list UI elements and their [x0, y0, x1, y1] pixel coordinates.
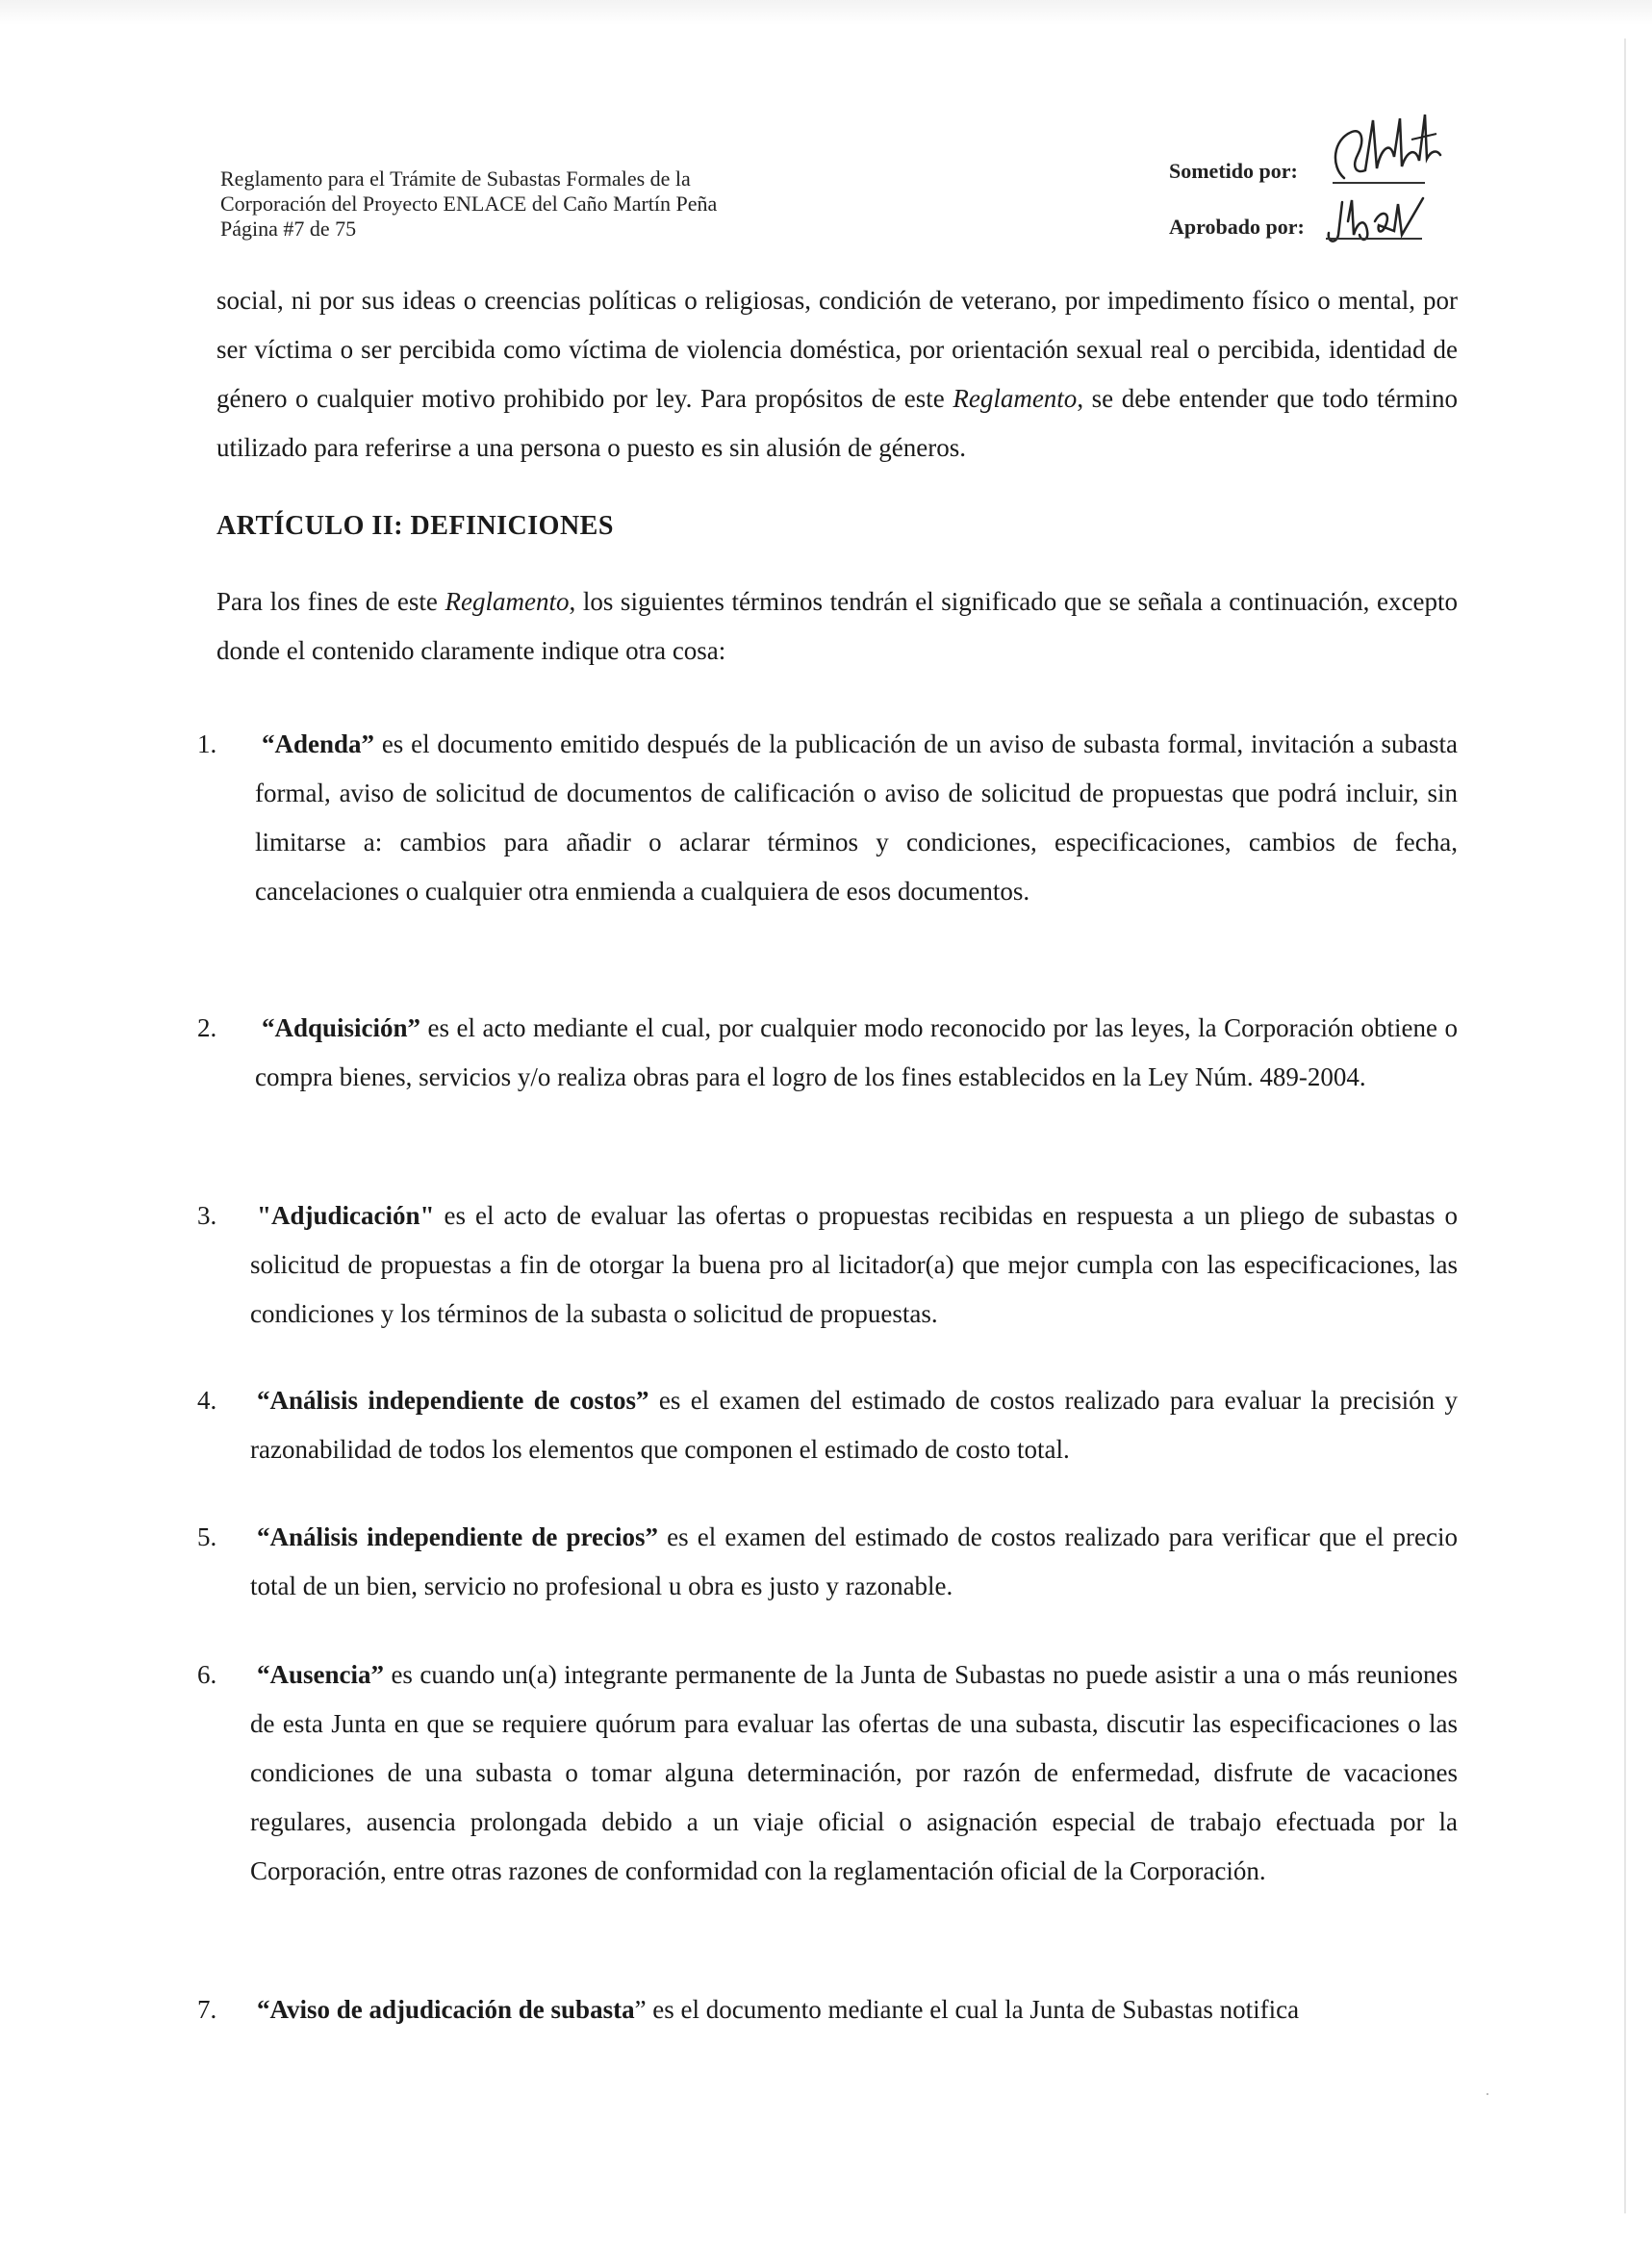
definition-number: 4.	[197, 1386, 217, 1415]
definition-text: es el documento emitido después de la publicación de un aviso de subasta formal, invitación a subasta formal, aviso de solicitud de documentos de calificación o aviso de solicitud de propuestas que podrá incluir, sin limitarse a: cambios para añadir o aclarar términos y condiciones, especificaciones, cambios de fecha, cancelaciones o cualquier otra enmienda a cualquiera de esos documentos.	[255, 729, 1458, 906]
definition-body	[255, 1004, 1458, 1102]
intro-paragraph	[216, 276, 1458, 473]
running-header	[220, 166, 717, 242]
definition-term: “Aviso de adjudicación de subasta	[257, 1995, 635, 2024]
definition-term: “Adquisición”	[262, 1013, 421, 1042]
definition-text: ” es el documento mediante el cual la Junta de Subastas notifica	[634, 1995, 1300, 2024]
definition-body	[250, 1985, 1458, 2034]
scan-speck	[1487, 2093, 1488, 2095]
approved-by-label: Aprobado por:	[1169, 215, 1305, 239]
definition-term: “Adenda”	[262, 729, 375, 758]
lead-italic-term: Reglamento	[445, 587, 570, 616]
approved-signature-line	[1326, 238, 1422, 240]
scan-edge-line	[1624, 38, 1626, 2213]
definition-term: "Adjudicación"	[257, 1201, 435, 1230]
definition-term: “Análisis independiente de costos”	[257, 1386, 649, 1415]
header-line-title: Reglamento para el Trámite de Subastas Formales de la	[220, 166, 691, 191]
lead-after: , los siguientes términos tendrán el significado que se señala a continuación, excepto donde el contenido claramente indique otra cosa:	[216, 587, 1458, 665]
definition-number: 6.	[197, 1660, 217, 1689]
definition-term: “Análisis independiente de precios”	[257, 1522, 658, 1551]
header-line-page-number: Página #7 de 75	[220, 217, 357, 241]
definition-text: es el acto de evaluar las ofertas o propuestas recibidas en respuesta a un pliego de subastas o solicitud de propuestas a fin de otorgar la buena pro al licitador(a) que mejor cumpla con las especificaciones, las condiciones y los términos de la subasta o solicitud de propuestas.	[250, 1201, 1458, 1328]
submitted-by-label: Sometido por:	[1169, 159, 1298, 183]
lead-paragraph	[216, 577, 1458, 676]
approved-signature	[1323, 192, 1438, 250]
intro-text: social, ni por sus ideas o creencias políticas o religiosas, condición de veterano, por impedimento físico o mental, por ser víctima o ser percibida como víctima de violencia doméstica, por orientación sexual real o percibida, identidad de género o cualquier motivo prohibido por ley. Para propósitos de este	[216, 286, 1458, 413]
definition-text: es el acto mediante el cual, por cualquier modo reconocido por las leyes, la Corporación obtiene o compra bienes, servicios y/o realiza obras para el logro de los fines establecidos en la Ley Núm. 489-2004.	[255, 1013, 1458, 1091]
definition-body	[250, 1513, 1458, 1611]
definition-number: 2.	[197, 1013, 217, 1042]
definition-text: es cuando un(a) integrante permanente de la Junta de Subastas no puede asistir a una o más reuniones de esta Junta en que se requiere quórum para evaluar las ofertas de una subasta, discutir las especificaciones o las condiciones de una subasta o tomar alguna determinación, por razón de enfermedad, disfrute de vacaciones regulares, ausencia prolongada debido a un viaje oficial o asignación especial de trabajo efectuada por la Corporación, entre otras razones de conformidad con la reglamentación oficial de la Corporación.	[250, 1660, 1458, 1885]
definition-term: “Ausencia”	[257, 1660, 385, 1689]
submitted-signature	[1323, 111, 1448, 188]
definition-body	[250, 1376, 1458, 1474]
definition-number: 7.	[197, 1995, 217, 2024]
definition-number: 3.	[197, 1201, 217, 1230]
definition-number: 5.	[197, 1522, 217, 1551]
definition-body	[250, 1191, 1458, 1339]
definition-text: es el examen del estimado de costos realizado para evaluar la precisión y razonabilidad de todos los elementos que componen el estimado de costo total.	[250, 1386, 1458, 1464]
definition-text: es el examen del estimado de costos realizado para verificar que el precio total de un bien, servicio no profesional u obra es justo y razonable.	[250, 1522, 1458, 1600]
definition-body	[250, 1650, 1458, 1896]
article-heading: ARTÍCULO II: DEFINICIONES	[216, 511, 614, 541]
definition-body	[255, 720, 1458, 916]
intro-tail: , se debe entender que todo término utilizado para referirse a una persona o puesto es sin alusión de géneros.	[216, 384, 1458, 462]
intro-italic-term: Reglamento	[953, 384, 1078, 413]
header-line-organization: Corporación del Proyecto ENLACE del Caño Martín Peña	[220, 192, 718, 216]
submitted-signature-line	[1333, 182, 1425, 184]
definition-number: 1.	[197, 729, 217, 758]
approval-block	[1169, 115, 1458, 260]
scan-top-shadow	[0, 0, 1652, 25]
lead-before: Para los fines de este	[216, 587, 438, 616]
